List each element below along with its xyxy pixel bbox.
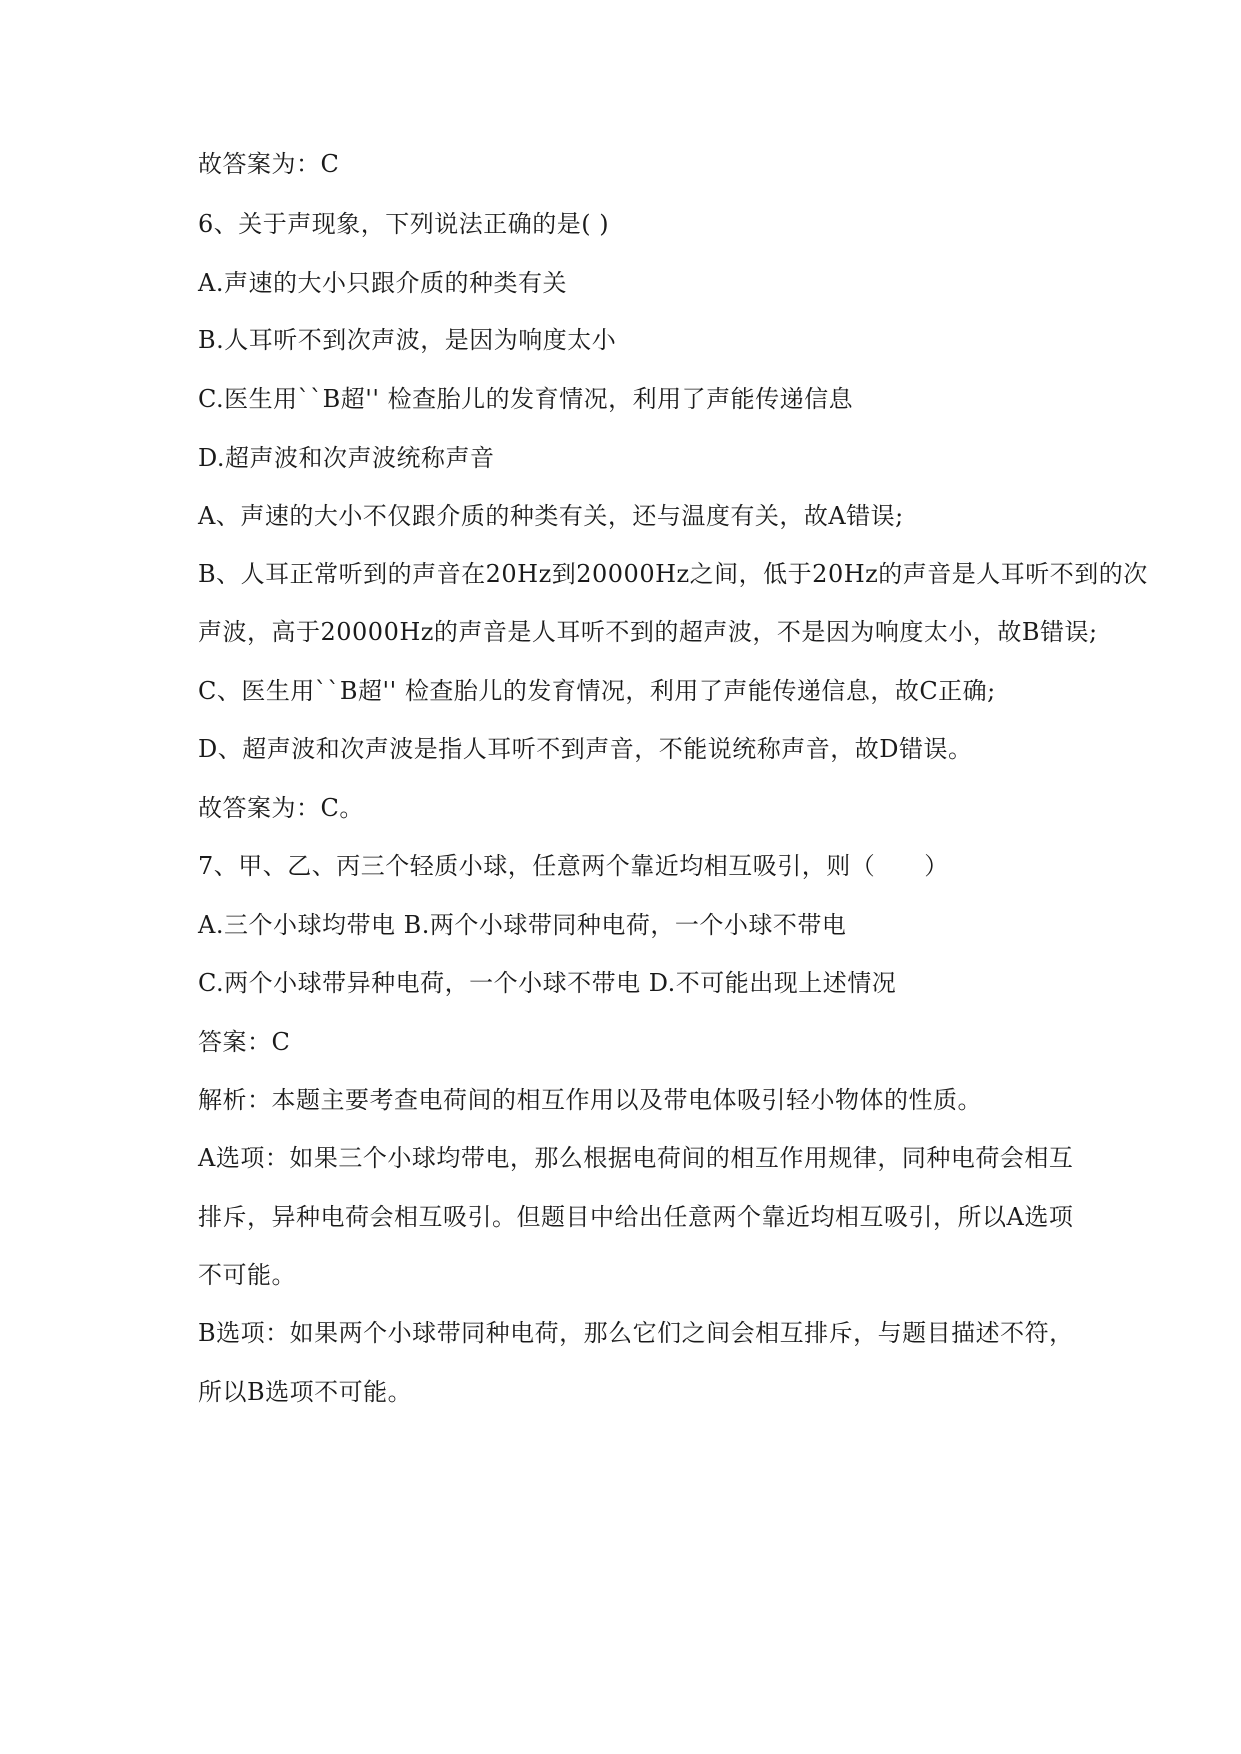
question-6-option-a: A.声速的大小只跟介质的种类有关 xyxy=(198,269,567,297)
question-7-options-cd: C.两个小球带异种电荷，一个小球不带电 D.不可能出现上述情况 xyxy=(198,969,897,997)
question-6-explain-b-line1: B、人耳正常听到的声音在20Hz到20000Hz之间，低于20Hz的声音是人耳听不到的次 xyxy=(198,560,1148,588)
analysis-a-line3: 不可能。 xyxy=(198,1261,296,1289)
analysis-intro: 解析：本题主要考查电荷间的相互作用以及带电体吸引轻小物体的性质。 xyxy=(198,1086,982,1114)
question-6-explain-c: C、医生用``B超'' 检查胎儿的发育情况，利用了声能传递信息，故C正确; xyxy=(198,677,996,705)
question-6-explain-d: D、超声波和次声波是指人耳听不到声音，不能说统称声音，故D错误。 xyxy=(198,735,973,763)
question-6-option-c: C.医生用``B超'' 检查胎儿的发育情况，利用了声能传递信息 xyxy=(198,385,854,413)
question-6-option-d: D.超声波和次声波统称声音 xyxy=(198,444,495,472)
analysis-b-line2: 所以B选项不可能。 xyxy=(198,1378,413,1406)
answer-line-q7: 答案：C xyxy=(198,1028,291,1056)
answer-line-q6: 故答案为：C。 xyxy=(198,794,364,822)
analysis-b-line1: B选项：如果两个小球带同种电荷，那么它们之间会相互排斥，与题目描述不符， xyxy=(198,1319,1074,1347)
analysis-a-line1: A选项：如果三个小球均带电，那么根据电荷间的相互作用规律，同种电荷会相互 xyxy=(198,1144,1074,1172)
question-6-explain-a: A、声速的大小不仅跟介质的种类有关，还与温度有关，故A错误; xyxy=(198,502,904,530)
question-7-stem: 7、甲、乙、丙三个轻质小球，任意两个靠近均相互吸引，则（ ） xyxy=(198,852,949,880)
question-6-stem: 6、关于声现象，下列说法正确的是( ) xyxy=(198,210,610,238)
question-6-explain-b-line2: 声波，高于20000Hz的声音是人耳听不到的超声波，不是因为响度太小，故B错误; xyxy=(198,618,1098,646)
answer-line-q5: 故答案为：C xyxy=(198,150,340,178)
question-6-option-b: B.人耳听不到次声波，是因为响度太小 xyxy=(198,326,617,354)
analysis-a-line2: 排斥，异种电荷会相互吸引。但题目中给出任意两个靠近均相互吸引，所以A选项 xyxy=(198,1203,1074,1231)
question-7-options-ab: A.三个小球均带电 B.两个小球带同种电荷，一个小球不带电 xyxy=(198,911,847,939)
